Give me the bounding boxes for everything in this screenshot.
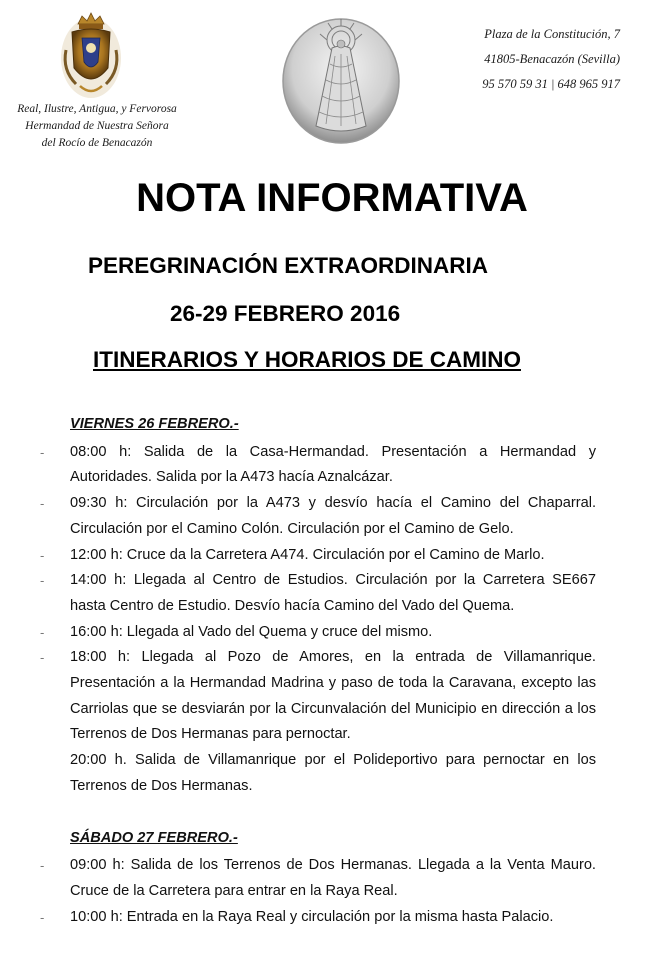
address-line: 95 570 59 31 | 648 965 917: [482, 77, 620, 91]
schedule-item: [40, 491, 596, 542]
day-section-friday: [40, 412, 596, 800]
brotherhood-line: Real, Ilustre, Antigua, y Fervorosa: [17, 103, 177, 115]
schedule-item-text: 09:30 h: Circulación por la A473 y desvío hacía el Camino del Chaparral. Circulación por el Camino Colón. Circulación por el Camino de Gelo.: [70, 495, 596, 537]
bullet-dash-icon: -: [40, 650, 45, 666]
bullet-dash-icon: -: [40, 496, 45, 512]
bullet-dash-icon: -: [40, 858, 45, 874]
schedule-item: [40, 905, 596, 931]
day-heading: VIERNES 26 FEBRERO.-: [70, 416, 239, 432]
schedule-item: [40, 543, 596, 569]
brotherhood-line: del Rocío de Benacazón: [41, 137, 153, 149]
schedule-item: [40, 568, 596, 619]
bullet-dash-icon: -: [40, 909, 45, 925]
schedule-list: [40, 440, 596, 748]
pilgrimage-subtitle: PEREGRINACIÓN EXTRAORDINARIA: [88, 253, 489, 278]
address-line: 41805-Benacazón (Sevilla): [484, 52, 620, 66]
schedule-item-text: 10:00 h: Entrada en la Raya Real y circulación por la misma hasta Palacio.: [70, 908, 554, 925]
itinerary-content: [40, 412, 596, 930]
schedule-item-text: 18:00 h: Llegada al Pozo de Amores, en la entrada de Villamanrique. Presentación a la Hermandad Madrina y paso de toda la Caravana, excepto las Carriolas que se desviarán por la Circunvalación del Municipio en dirección a los Terrenos de Dos Hermanas para pernoctar.: [70, 649, 596, 743]
itinerary-heading: ITINERARIOS Y HORARIOS DE CAMINO: [93, 347, 521, 372]
schedule-continuation: 20:00 h. Salida de Villamanrique por el Polideportivo para pernoctar en los Terrenos de Dos Hermanas.: [70, 752, 596, 794]
schedule-item-text: 09:00 h: Salida de los Terrenos de Dos Hermanas. Llegada a la Venta Mauro. Cruce de la Carretera para entrar en la Raya Real.: [70, 857, 596, 899]
bullet-dash-icon: -: [40, 624, 45, 640]
schedule-item: [40, 620, 596, 646]
document-title: NOTA INFORMATIVA: [136, 176, 528, 220]
brotherhood-crest-logo: [58, 10, 124, 102]
schedule-item: [40, 853, 596, 904]
address-line: Plaza de la Constitución, 7: [484, 27, 620, 41]
bullet-dash-icon: -: [40, 547, 45, 563]
schedule-item: [40, 440, 596, 491]
schedule-item-text: 16:00 h: Llegada al Vado del Quema y cruce del mismo.: [70, 623, 433, 640]
schedule-item: [40, 645, 596, 748]
day-heading: SÁBADO 27 FEBRERO.-: [70, 829, 238, 846]
letterhead: [0, 0, 664, 160]
schedule-item-text: 08:00 h: Salida de la Casa-Hermandad. Presentación a Hermandad y Autoridades. Salida por la A473 hacía Aznalcázar.: [70, 443, 596, 486]
date-range-subtitle: 26-29 FEBRERO 2016: [170, 301, 401, 326]
brotherhood-name: [4, 101, 190, 152]
schedule-item-text: 12:00 h: Cruce da la Carretera A474. Circulación por el Camino de Marlo.: [70, 546, 545, 563]
schedule-list: [40, 853, 596, 930]
brotherhood-line: Hermandad de Nuestra Señora: [25, 120, 169, 132]
bullet-dash-icon: -: [40, 573, 45, 589]
day-section-saturday: [40, 826, 596, 931]
address-block: [440, 22, 620, 97]
bullet-dash-icon: -: [40, 444, 45, 460]
virgin-medallion-image: [280, 14, 402, 144]
schedule-item-text: 14:00 h: Llegada al Centro de Estudios. Circulación por la Carretera SE667 hasta Centro de Estudio. Desvío hacía Camino del Vado del Quema.: [70, 572, 596, 614]
